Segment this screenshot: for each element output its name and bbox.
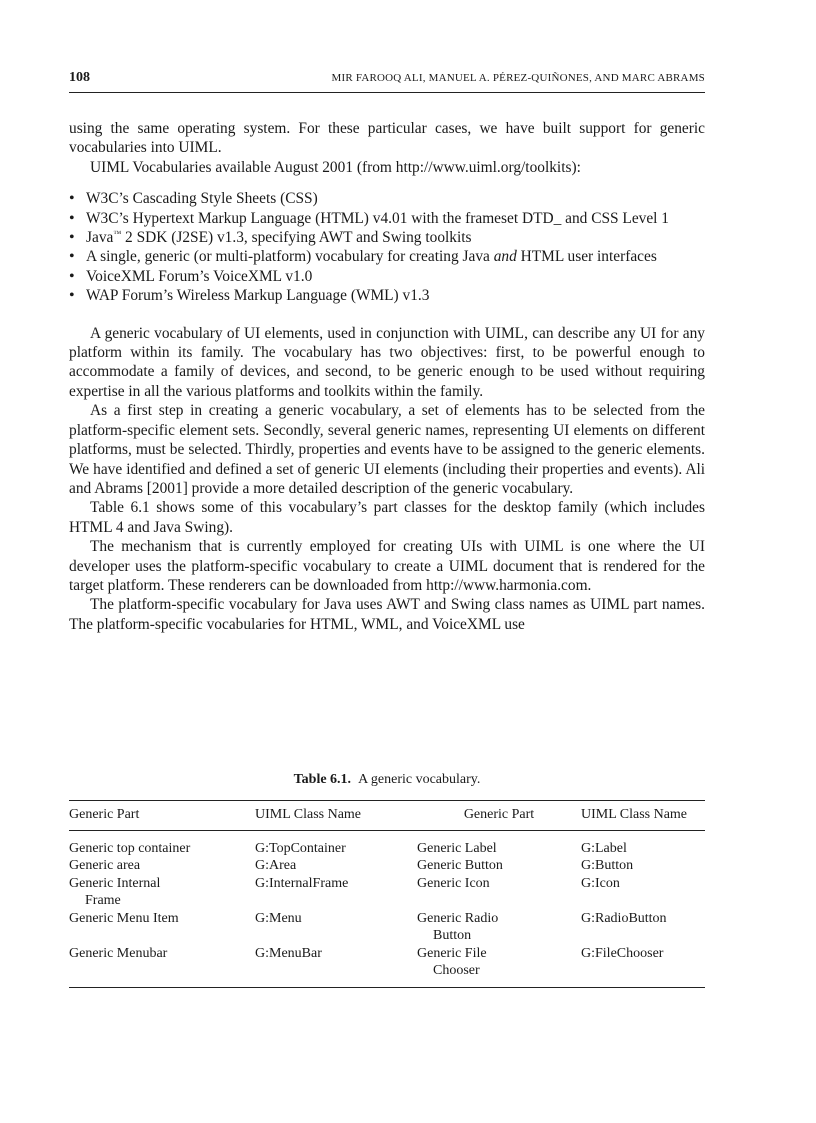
paragraph: As a first step in creating a generic vocabulary, a set of elements has to be selected from the platform-specific element sets. Secondly, several generic names, representing UI elements on different platforms, must be selected. Thirdly, properties and events have to be assigned to the generic elements. We have identified and defined a set of generic UI elements (including their properties and events). Ali and Abrams [2001] provide a more detailed description of the generic vocabulary. <box>69 402 705 497</box>
cell-text-continuation: Frame <box>85 893 121 908</box>
paragraph: using the same operating system. For these particular cases, we have built support for generic vocabularies into UIML. <box>69 120 705 157</box>
table-cell <box>69 857 255 875</box>
page-number: 108 <box>69 70 90 85</box>
table-cell <box>69 945 255 988</box>
table-cell <box>255 910 417 945</box>
emphasis: and <box>493 248 517 266</box>
table-cell <box>417 857 581 875</box>
list-item: • WAP Forum’s Wireless Markup Language (WML) v1.3 <box>69 286 705 305</box>
cell-text: Generic top container <box>69 840 191 856</box>
cell-text-continuation: Button <box>433 928 472 943</box>
table-cell <box>69 830 255 857</box>
trademark-mark: ™ <box>113 228 122 238</box>
table-row <box>69 857 705 875</box>
table-cell <box>255 830 417 857</box>
table-cell <box>69 910 255 945</box>
list-item <box>69 228 705 247</box>
cell-text: G:Menu <box>255 910 302 926</box>
table-cell <box>581 875 705 910</box>
table-cell <box>255 857 417 875</box>
table-cell <box>417 910 581 945</box>
running-head-authors: MIR FAROOQ ALI, MANUEL A. PÉREZ-QUIÑONES, AND MARC ABRAMS <box>331 72 705 84</box>
table-cell <box>581 830 705 857</box>
cell-text: Generic Menubar <box>69 945 168 961</box>
cell-text: G:Area <box>255 858 297 873</box>
table-caption <box>69 772 705 788</box>
table-cell <box>255 945 417 988</box>
list-item-text: Java <box>86 229 114 247</box>
cell-text: G:TopContainer <box>255 840 346 856</box>
list-item: • VoiceXML Forum’s VoiceXML v1.0 <box>69 267 705 286</box>
list-item-text: A single, generic (or multi-platform) vocabulary for creating Java <box>86 248 494 266</box>
paragraph: The platform-specific vocabulary for Java uses AWT and Swing class names as UIML part names. The platform-specific vocabularies for HTML, WML, and VoiceXML use <box>69 596 705 633</box>
table-caption-label: Table 6.1. <box>293 772 352 787</box>
column-header: Generic Part <box>417 801 581 831</box>
cell-text: Generic Label <box>417 840 497 856</box>
cell-text: G:Icon <box>581 875 620 891</box>
cell-text: Generic Internal <box>69 875 161 891</box>
table-cell <box>581 910 705 945</box>
table-cell <box>581 857 705 875</box>
table-caption-text: A generic vocabulary. <box>358 772 481 787</box>
cell-text: Generic File <box>417 945 487 961</box>
table-row <box>69 910 705 945</box>
cell-text: Generic Menu Item <box>69 910 179 926</box>
table-row <box>69 945 705 988</box>
list-item-text: HTML user interfaces <box>516 248 657 266</box>
table-header-row <box>69 801 705 831</box>
cell-text: G:RadioButton <box>581 910 667 926</box>
list-item: • W3C’s Hypertext Markup Language (HTML) v4.01 with the frameset DTD_ and CSS Level 1 <box>69 209 705 228</box>
table-6-1 <box>69 772 705 988</box>
cell-text-continuation: Chooser <box>433 963 480 978</box>
table-cell <box>417 945 581 988</box>
list-item <box>69 247 705 266</box>
cell-text: Generic Icon <box>417 875 490 891</box>
table-row <box>69 875 705 910</box>
generic-vocabulary-table <box>69 800 705 988</box>
table-cell <box>581 945 705 988</box>
cell-text: G:Button <box>581 858 634 873</box>
cell-text: G:Label <box>581 840 627 856</box>
cell-text: G:MenuBar <box>255 945 322 961</box>
cell-text: G:FileChooser <box>581 945 664 961</box>
table-cell <box>69 875 255 910</box>
paragraph: The mechanism that is currently employed for creating UIs with UIML is one where the UI developer uses the platform-specific vocabulary to create a UIML document that is rendered for the target platform. These renderers can be downloaded from http://www.harmonia.com. <box>69 538 705 594</box>
cell-text: Generic Button <box>417 858 503 873</box>
body-text <box>69 119 705 634</box>
list-item-text: 2 SDK (J2SE) v1.3, specifying AWT and Swing toolkits <box>121 229 472 247</box>
table-cell <box>255 875 417 910</box>
column-header: UIML Class Name <box>581 801 705 831</box>
column-header: Generic Part <box>69 801 255 831</box>
column-header: UIML Class Name <box>255 801 417 831</box>
cell-text: Generic area <box>69 858 141 873</box>
paragraph: UIML Vocabularies available August 2001 (from http://www.uiml.org/toolkits): <box>90 158 581 176</box>
table-cell <box>417 830 581 857</box>
table-body <box>69 830 705 987</box>
table-row <box>69 830 705 857</box>
list-item: • W3C’s Cascading Style Sheets (CSS) <box>69 189 705 208</box>
vocabulary-list <box>69 189 705 305</box>
cell-text: Generic Radio <box>417 910 499 926</box>
cell-text: G:InternalFrame <box>255 875 349 891</box>
paragraph: A generic vocabulary of UI elements, used in conjunction with UIML, can describe any UI for any platform within its family. The vocabulary has two objectives: first, to be powerful enough to accommodate a family of devices, and second, to be generic enough to be used without requiring expertise in all the various platforms and toolkits within the family. <box>69 324 705 400</box>
table-cell <box>417 875 581 910</box>
running-header <box>69 70 705 93</box>
paragraph: Table 6.1 shows some of this vocabulary’s part classes for the desktop family (which includes HTML 4 and Java Swing). <box>69 499 705 536</box>
